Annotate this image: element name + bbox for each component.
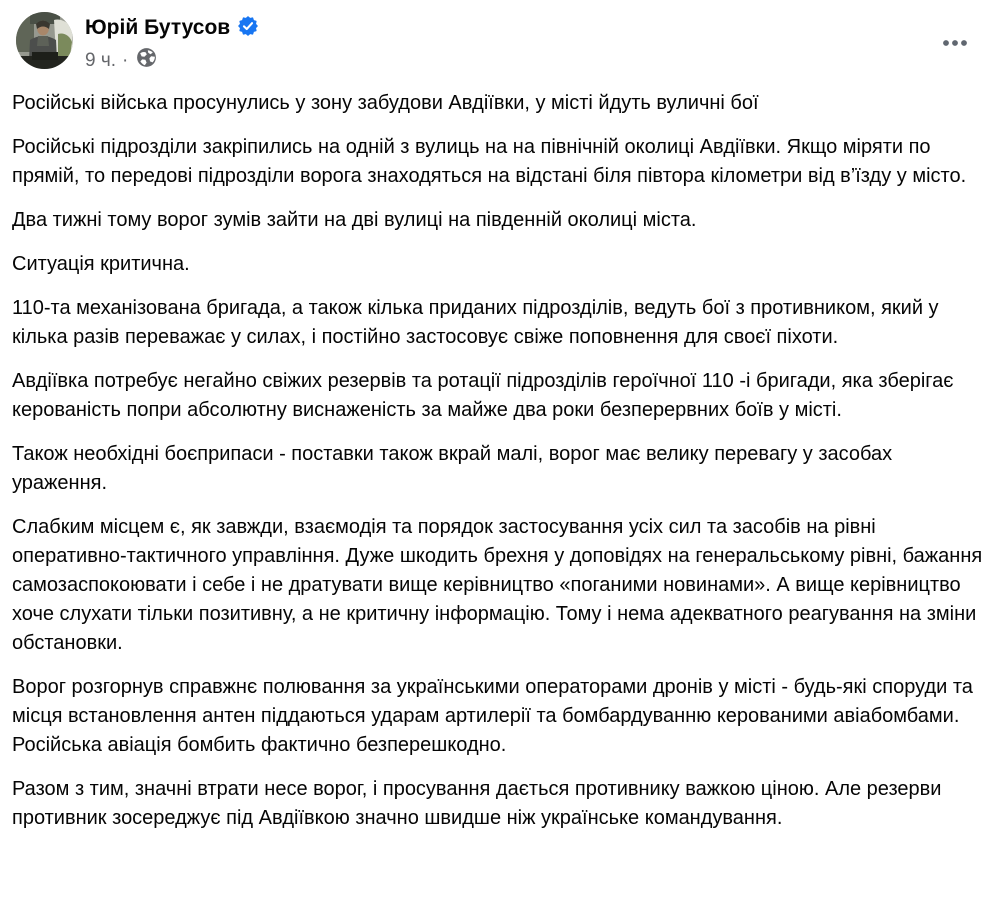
- post-paragraph: Ворог розгорнув справжнє полювання за українськими операторами дронів у місті - будь-які споруди та місця встановлення антен піддаються ударам артилерії та бомбардуванню керованими авіабомбами. Російська авіація бомбить фактично безперешкодно.: [12, 676, 979, 756]
- post-paragraph: Також необхідні боєприпаси - поставки також вкрай малі, ворог має велику перевагу у засобах ураження.: [12, 443, 898, 494]
- ellipsis-icon: [942, 34, 968, 52]
- post-paragraph: Авдіївка потребує негайно свіжих резервів та ротації підрозділів героїчної 110 -і бригади, яка зберігає керованість попри абсолютну виснаженість за майже два роки безперервних боїв у місті.: [12, 370, 960, 421]
- post-text: [0, 89, 1001, 833]
- post-paragraph: Слабким місцем є, як завжди, взаємодія та порядок застосування усіх сил та засобів на рівні оперативно-тактичного управління. Дуже шкодить брехня у доповідях на генеральському рівні, бажання самозаспокоювати і себе і не дратувати вище керівництво «поганими новинами». А вище керівництво хоче слухати тільки позитивну, а не критичну інформацію. Тому і нема адекватного реагування на зміни обстановки.: [12, 516, 988, 654]
- globe-icon: [136, 47, 157, 74]
- header-info: [85, 12, 259, 74]
- post-paragraph: Російські підрозділи закріпились на одній з вулиць на на північній околиці Авдіївки. Якщо міряти по прямій, то передові підрозділи ворога знаходяться на відстані біля півтора кілометри від в’їзду у місто.: [12, 136, 967, 187]
- post-paragraph: Разом з тим, значні втрати несе ворог, і просування дається противнику важкою ціною. Але резерви противник зосереджує під Авдіївкою значно швидше ніж українське командування.: [12, 778, 948, 829]
- post-options-button[interactable]: [935, 28, 975, 58]
- post-meta: [85, 46, 259, 74]
- post-paragraph: Російські війська просунулись у зону забудови Авдіївки, у місті йдуть вуличні бої: [12, 92, 759, 114]
- timestamp[interactable]: 9 ч.: [85, 49, 117, 71]
- author-name[interactable]: Юрій Бутусов: [85, 15, 231, 39]
- post-paragraph: 110-та механізована бригада, а також кілька приданих підрозділів, ведуть бої з противником, який у кілька разів переважає у силах, і постійно застосовує свіже поповнення для своєї піхоти.: [12, 297, 945, 348]
- verified-badge-icon: [237, 15, 259, 42]
- avatar-photo: [16, 12, 73, 69]
- name-row: [85, 13, 259, 42]
- post-header: [0, 0, 1001, 74]
- avatar[interactable]: [16, 12, 73, 69]
- post-paragraph: Два тижні тому ворог зумів зайти на дві вулиці на південній околиці міста.: [12, 209, 697, 231]
- post-paragraph: Ситуація критична.: [12, 253, 190, 275]
- meta-separator: ·: [122, 49, 129, 71]
